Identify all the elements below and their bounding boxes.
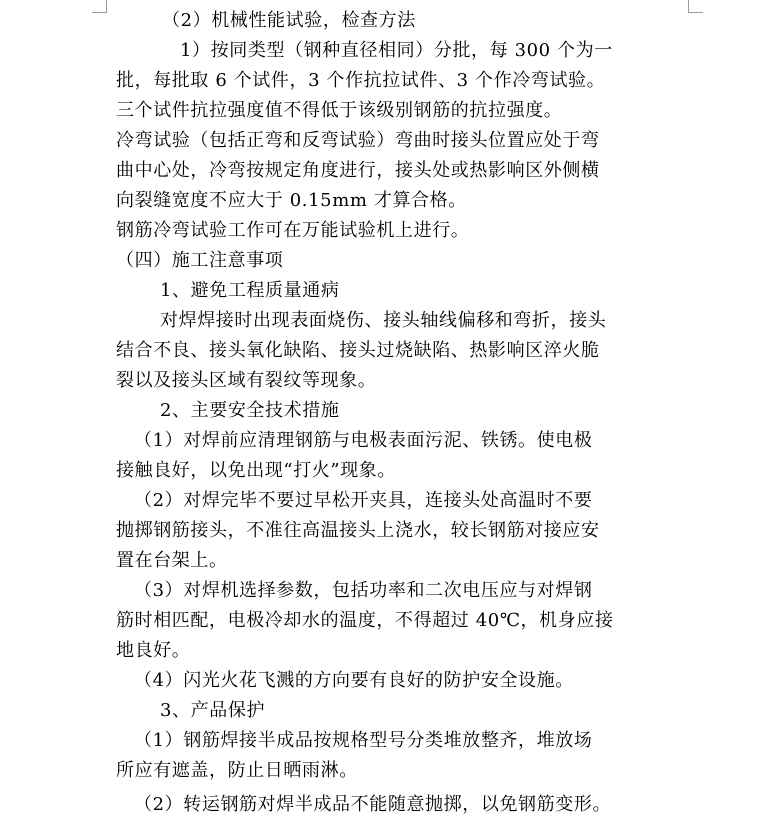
paragraph-line: 地良好。 [116, 640, 191, 661]
subheading-safety-measures: 2、主要安全技术措施 [160, 400, 340, 421]
margin-corner-mark-left [92, 0, 107, 13]
paragraph-line: 接触良好，以免出现“打火”现象。 [116, 460, 397, 481]
paragraph-line: 裂以及接头区域有裂纹等现象。 [116, 370, 377, 391]
list-item-line: （1）对焊前应清理钢筋与电极表面污泥、铁锈。使电极 [134, 430, 593, 451]
paragraph-line: 1）按同类型（钢种直径相同）分批，每 300 个为一 [180, 40, 613, 61]
paragraph-line: 对焊焊接时出现表面烧伤、接头轴线偏移和弯折，接头 [160, 310, 607, 331]
paragraph-line: 三个试件抗拉强度值不得低于该级别钢筋的抗拉强度。 [116, 100, 563, 121]
paragraph-line: 向裂缝宽度不应大于 0.15mm 才算合格。 [116, 190, 467, 211]
paragraph-line: 所应有遮盖，防止日晒雨淋。 [116, 760, 358, 781]
list-item-line: （4）闪光火花飞溅的方向要有良好的防护安全设施。 [134, 670, 574, 691]
paragraph-line: 冷弯试验（包括正弯和反弯试验）弯曲时接头位置应处于弯 [116, 130, 600, 151]
paragraph-line: 抛掷钢筋接头，不准往高温接头上浇水，较长钢筋对接应安 [116, 520, 600, 541]
paragraph-line: 筋时相匹配，电极冷却水的温度，不得超过 40℃，机身应接 [116, 610, 614, 631]
subheading-product-protection: 3、产品保护 [160, 700, 266, 721]
list-item-line: （1）钢筋焊接半成品按规格型号分类堆放整齐，堆放场 [134, 730, 593, 751]
list-item-line: （3）对焊机选择参数，包括功率和二次电压应与对焊钢 [134, 580, 593, 601]
paragraph-line: 置在台架上。 [116, 550, 228, 571]
paragraph-line: 钢筋冷弯试验工作可在万能试验机上进行。 [116, 220, 470, 241]
section-heading-construction-notes: （四）施工注意事项 [116, 250, 284, 271]
section-heading-mechanical-test: （2）机械性能试验，检查方法 [162, 10, 416, 31]
list-item-line: （2）对焊完毕不要过早松开夹具，连接头处高温时不要 [134, 490, 593, 511]
paragraph-line: 批，每批取 6 个试件，3 个作抗拉试件、3 个作冷弯试验。 [116, 70, 606, 91]
subheading-quality-defects: 1、避免工程质量通病 [160, 280, 340, 301]
list-item-line: （2）转运钢筋对焊半成品不能随意抛掷，以免钢筋变形。 [134, 794, 612, 815]
paragraph-line: 结合不良、接头氧化缺陷、接头过烧缺陷、热影响区淬火脆 [116, 340, 600, 361]
paragraph-line: 曲中心处，冷弯按规定角度进行，接头处或热影响区外侧横 [116, 160, 600, 181]
